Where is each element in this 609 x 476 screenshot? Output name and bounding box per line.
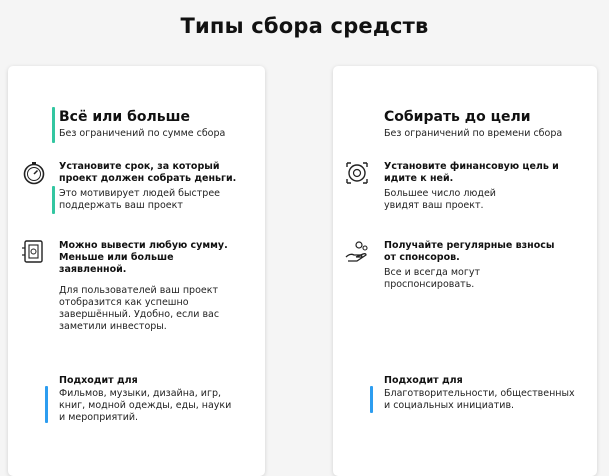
feature-heading-line: проект должен собрать деньги. [59, 173, 237, 184]
stopwatch-icon [21, 160, 47, 186]
feature-heading-line: идите к ней. [384, 173, 454, 184]
feature-heading-line: Можно вывести любую сумму. [59, 240, 228, 251]
feature-heading [59, 161, 236, 185]
feature-text-line: заметили инвесторы. [59, 321, 167, 332]
fit-text [384, 388, 575, 412]
feature-text [384, 267, 480, 291]
feature-heading-line: Установите финансовую цель и [384, 161, 559, 172]
fit-text-line: Благотворительности, общественных [384, 388, 575, 399]
feature-heading-line: заявленной. [59, 264, 127, 275]
fit-label: Подходит для [384, 375, 463, 386]
feature-heading-line: Установите срок, за который [59, 161, 220, 172]
feature-heading [384, 240, 554, 264]
feature-text-line: отобразится как успешно [59, 297, 189, 308]
fit-text-line: и социальных инициатив. [384, 400, 515, 411]
feature-text-line: Для пользователей ваш проект [59, 285, 218, 296]
card-subtitle: Без ограничений по времени сбора [384, 128, 563, 139]
feature-text-line: увидят ваш проект. [384, 200, 484, 211]
card-title: Собирать до цели [384, 109, 531, 125]
card-collect-to-goal [333, 66, 597, 476]
feature-text-line: Все и всегда могут [384, 267, 480, 278]
fit-accent-bar [370, 386, 373, 413]
fit-text-line: и мероприятий. [59, 412, 139, 423]
feature-heading-line: от спонсоров. [384, 252, 460, 263]
fit-text-line: книг, модной одежды, еды, науки [59, 400, 232, 411]
fit-accent-bar [45, 386, 48, 423]
card-all-or-more [8, 66, 265, 476]
target-icon [344, 160, 370, 186]
text-accent-bar [52, 186, 55, 214]
feature-text-line: Это мотивирует людей быстрее [59, 188, 221, 199]
title-accent-bar [52, 107, 55, 143]
feature-heading [384, 161, 559, 185]
feature-text-line: поддержать ваш проект [59, 200, 183, 211]
card-title: Всё или больше [59, 109, 190, 125]
feature-text [384, 188, 496, 212]
feature-text-line: Большее число людей [384, 188, 496, 199]
page-title: Типы сбора средств [180, 14, 429, 38]
feature-heading [59, 240, 228, 276]
money-withdraw-icon [21, 238, 47, 264]
feature-text-line: завершённый. Удобно, если вас [59, 309, 220, 320]
fit-text [59, 388, 231, 424]
feature-text [59, 285, 219, 333]
card-subtitle: Без ограничений по сумме сбора [59, 128, 226, 139]
feature-heading-line: Меньше или больше [59, 252, 174, 263]
fit-text-line: Фильмов, музыки, дизайна, игр, [59, 388, 222, 399]
fit-label: Подходит для [59, 375, 138, 386]
feature-text-line: проспонсировать. [384, 279, 475, 290]
feature-heading-line: Получайте регулярные взносы [384, 240, 555, 251]
feature-text [59, 188, 220, 212]
hand-coins-icon [344, 239, 370, 265]
